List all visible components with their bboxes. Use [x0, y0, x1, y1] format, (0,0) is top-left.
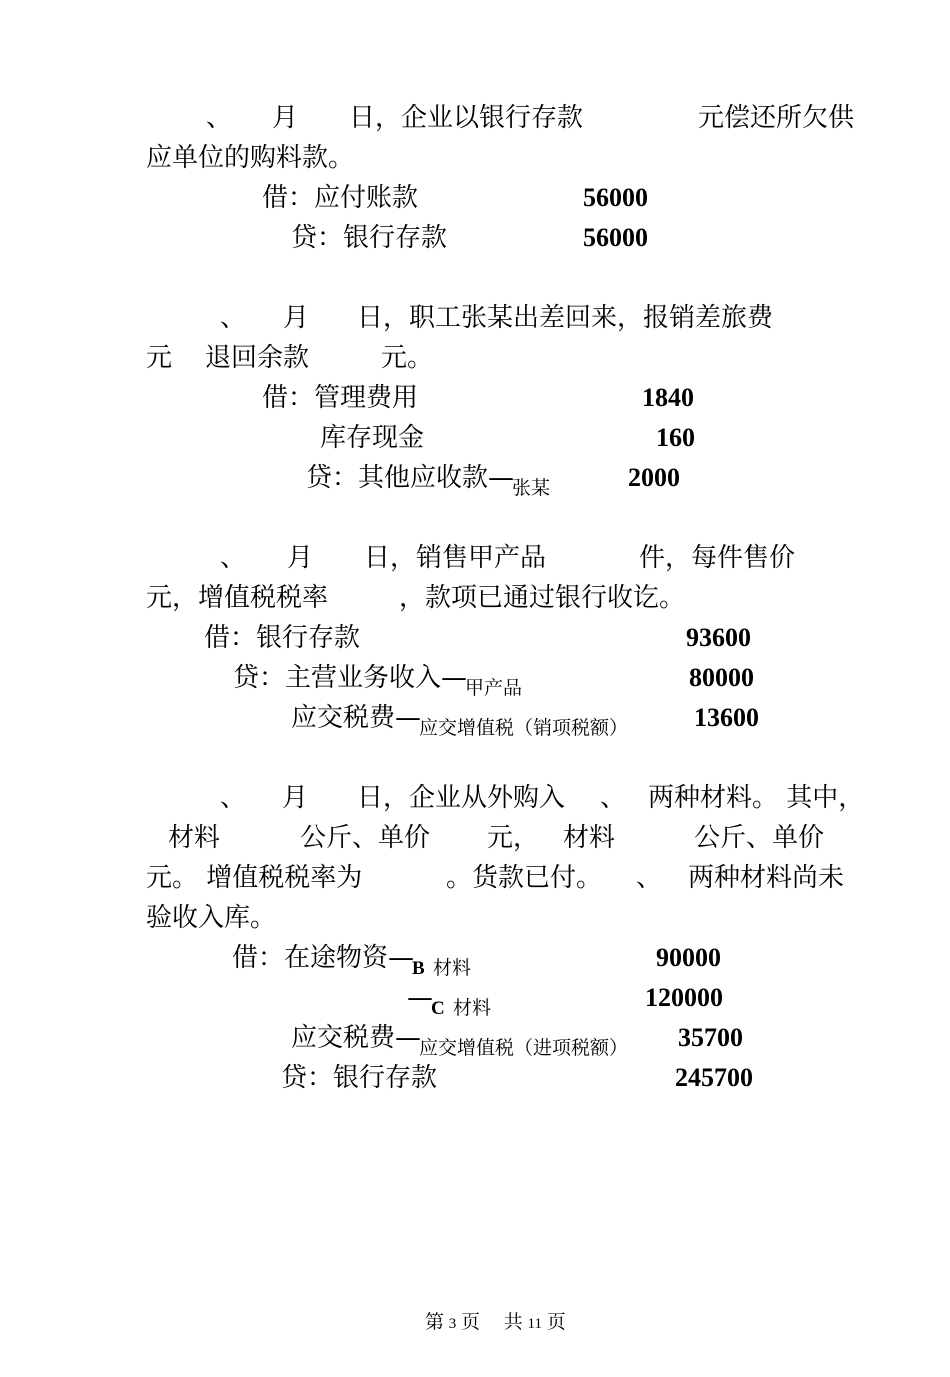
entry2-debit2-label: 库存现金	[320, 423, 425, 453]
entry2-line2-p2: 退回余款	[205, 343, 310, 373]
entry1-line1-p4: 元偿还所欠供	[698, 103, 855, 133]
entry3-credit2-label: 应交税费$—_{应交增值税(销项税额)}$	[291, 703, 629, 739]
entry1-credit-label: 贷：银行存款	[291, 223, 448, 253]
entry2-line1-p3: 日，职工张某出差回来，报销差旅费	[357, 303, 774, 333]
footer-total-prefix: 共	[503, 1312, 523, 1333]
entry3-credit1-amount: 80000	[689, 663, 754, 692]
entry4-line1-p1: 、	[220, 783, 247, 813]
entry2-credit-amount: 2000	[628, 463, 680, 492]
entry3-line1-p2: 月	[287, 543, 314, 573]
entry4-line1-p4: 、	[600, 783, 627, 813]
entry3-line1-p3: 日，销售甲产品	[364, 543, 547, 573]
entry4-line2-p3: 元，	[487, 823, 540, 853]
entry3-debit-label: 借：银行存款	[204, 623, 361, 653]
entry1-credit-amount: 56000	[583, 223, 648, 252]
entry1-debit-amount: 56000	[583, 183, 648, 212]
footer-page-prefix: 第	[425, 1312, 445, 1333]
entry4-line4: 验收入库。	[146, 903, 277, 933]
entry4-credit-label: 贷：银行存款	[281, 1063, 438, 1093]
entry4-debit1-label: 借：在途物资—B 材料	[232, 943, 471, 979]
entry4-line1-p2: 月	[282, 783, 309, 813]
entry4-debit2-subaccount: 材料	[453, 997, 492, 1019]
entry2-debit2-amount: 160	[656, 423, 695, 452]
entry2-credit-label: 贷：其他应收款$—_{张某}$	[306, 463, 551, 499]
entry4-line2-p1: 材料	[168, 823, 221, 853]
entry2-line1-p2: 月	[283, 303, 310, 333]
entry2-debit1-label: 借：管理费用	[262, 383, 419, 413]
entry3-debit-amount: 93600	[686, 623, 751, 652]
entry2-debit1-amount: 1840	[642, 383, 694, 412]
entry4-line1-p5: 两种材料。 其中，	[648, 783, 865, 813]
entry4-debit1-sub-letter: B	[412, 958, 425, 979]
entry4-line2-p5: 公斤、单价	[694, 823, 825, 853]
entry4-debit3-label: 应交税费$—_{应交增值税(进项税额)}$	[291, 1023, 629, 1059]
footer-page-suffix: 页	[461, 1312, 481, 1333]
entry4-debit2-sub-letter: C	[431, 998, 445, 1019]
page-footer	[425, 1311, 566, 1336]
entry4-line1-p3: 日，企业从外购入	[357, 783, 566, 813]
entry3-credit2-subaccount: 应交增值税（销项税额）	[419, 717, 629, 739]
footer-total-suffix: 页	[546, 1312, 566, 1333]
entry4-line3-p2: 。货款已付。	[446, 863, 603, 893]
entry3-credit2-amount: 13600	[694, 703, 759, 732]
entry4-line3-p4: 两种材料尚未	[688, 863, 845, 893]
entry2-line1-p1: 、	[220, 303, 247, 333]
footer-page-number: 3	[448, 1316, 457, 1332]
entry2-line2-p1: 元	[146, 343, 173, 373]
entry4-credit-amount: 245700	[675, 1063, 753, 1092]
entry1-debit-label: 借：应付账款	[262, 183, 419, 213]
entry4-debit3-amount: 35700	[678, 1023, 743, 1052]
entry1-line1-p2: 月	[272, 103, 299, 133]
entry1-line2: 应单位的购料款。	[146, 143, 355, 173]
entry1-line1-p1: 、	[206, 103, 233, 133]
footer-total-pages: 11	[527, 1316, 542, 1332]
entry3-line1-p4: 件，每件售价	[639, 543, 796, 573]
entry1-line1-p3: 日，企业以银行存款	[349, 103, 584, 133]
entry3-line2-p2: ，款项已通过银行收讫。	[399, 583, 686, 613]
entry4-debit3-subaccount: 应交增值税（进项税额）	[419, 1037, 629, 1059]
entry4-line3-p3: 、	[636, 863, 663, 893]
entry3-credit1-label: 贷：主营业务收入$—_{甲产品}$	[233, 663, 523, 699]
entry4-line2-p2: 公斤、单价	[300, 823, 431, 853]
entry3-line1-p1: 、	[220, 543, 247, 573]
entry2-credit-subaccount: 张某	[512, 477, 551, 499]
entry4-debit2-label: —C 材料	[407, 983, 492, 1019]
entry4-line2-p4: 材料	[563, 823, 616, 853]
entry4-line3-p1: 元。 增值税税率为	[146, 863, 363, 893]
entry2-line2-p3: 元。	[381, 343, 434, 373]
entry4-debit1-amount: 90000	[656, 943, 721, 972]
entry4-debit1-subaccount: 材料	[432, 957, 471, 979]
entry4-debit2-amount: 120000	[645, 983, 723, 1012]
entry3-credit1-subaccount: 甲产品	[465, 677, 523, 699]
entry3-line2-p1: 元，增值税税率	[146, 583, 329, 613]
